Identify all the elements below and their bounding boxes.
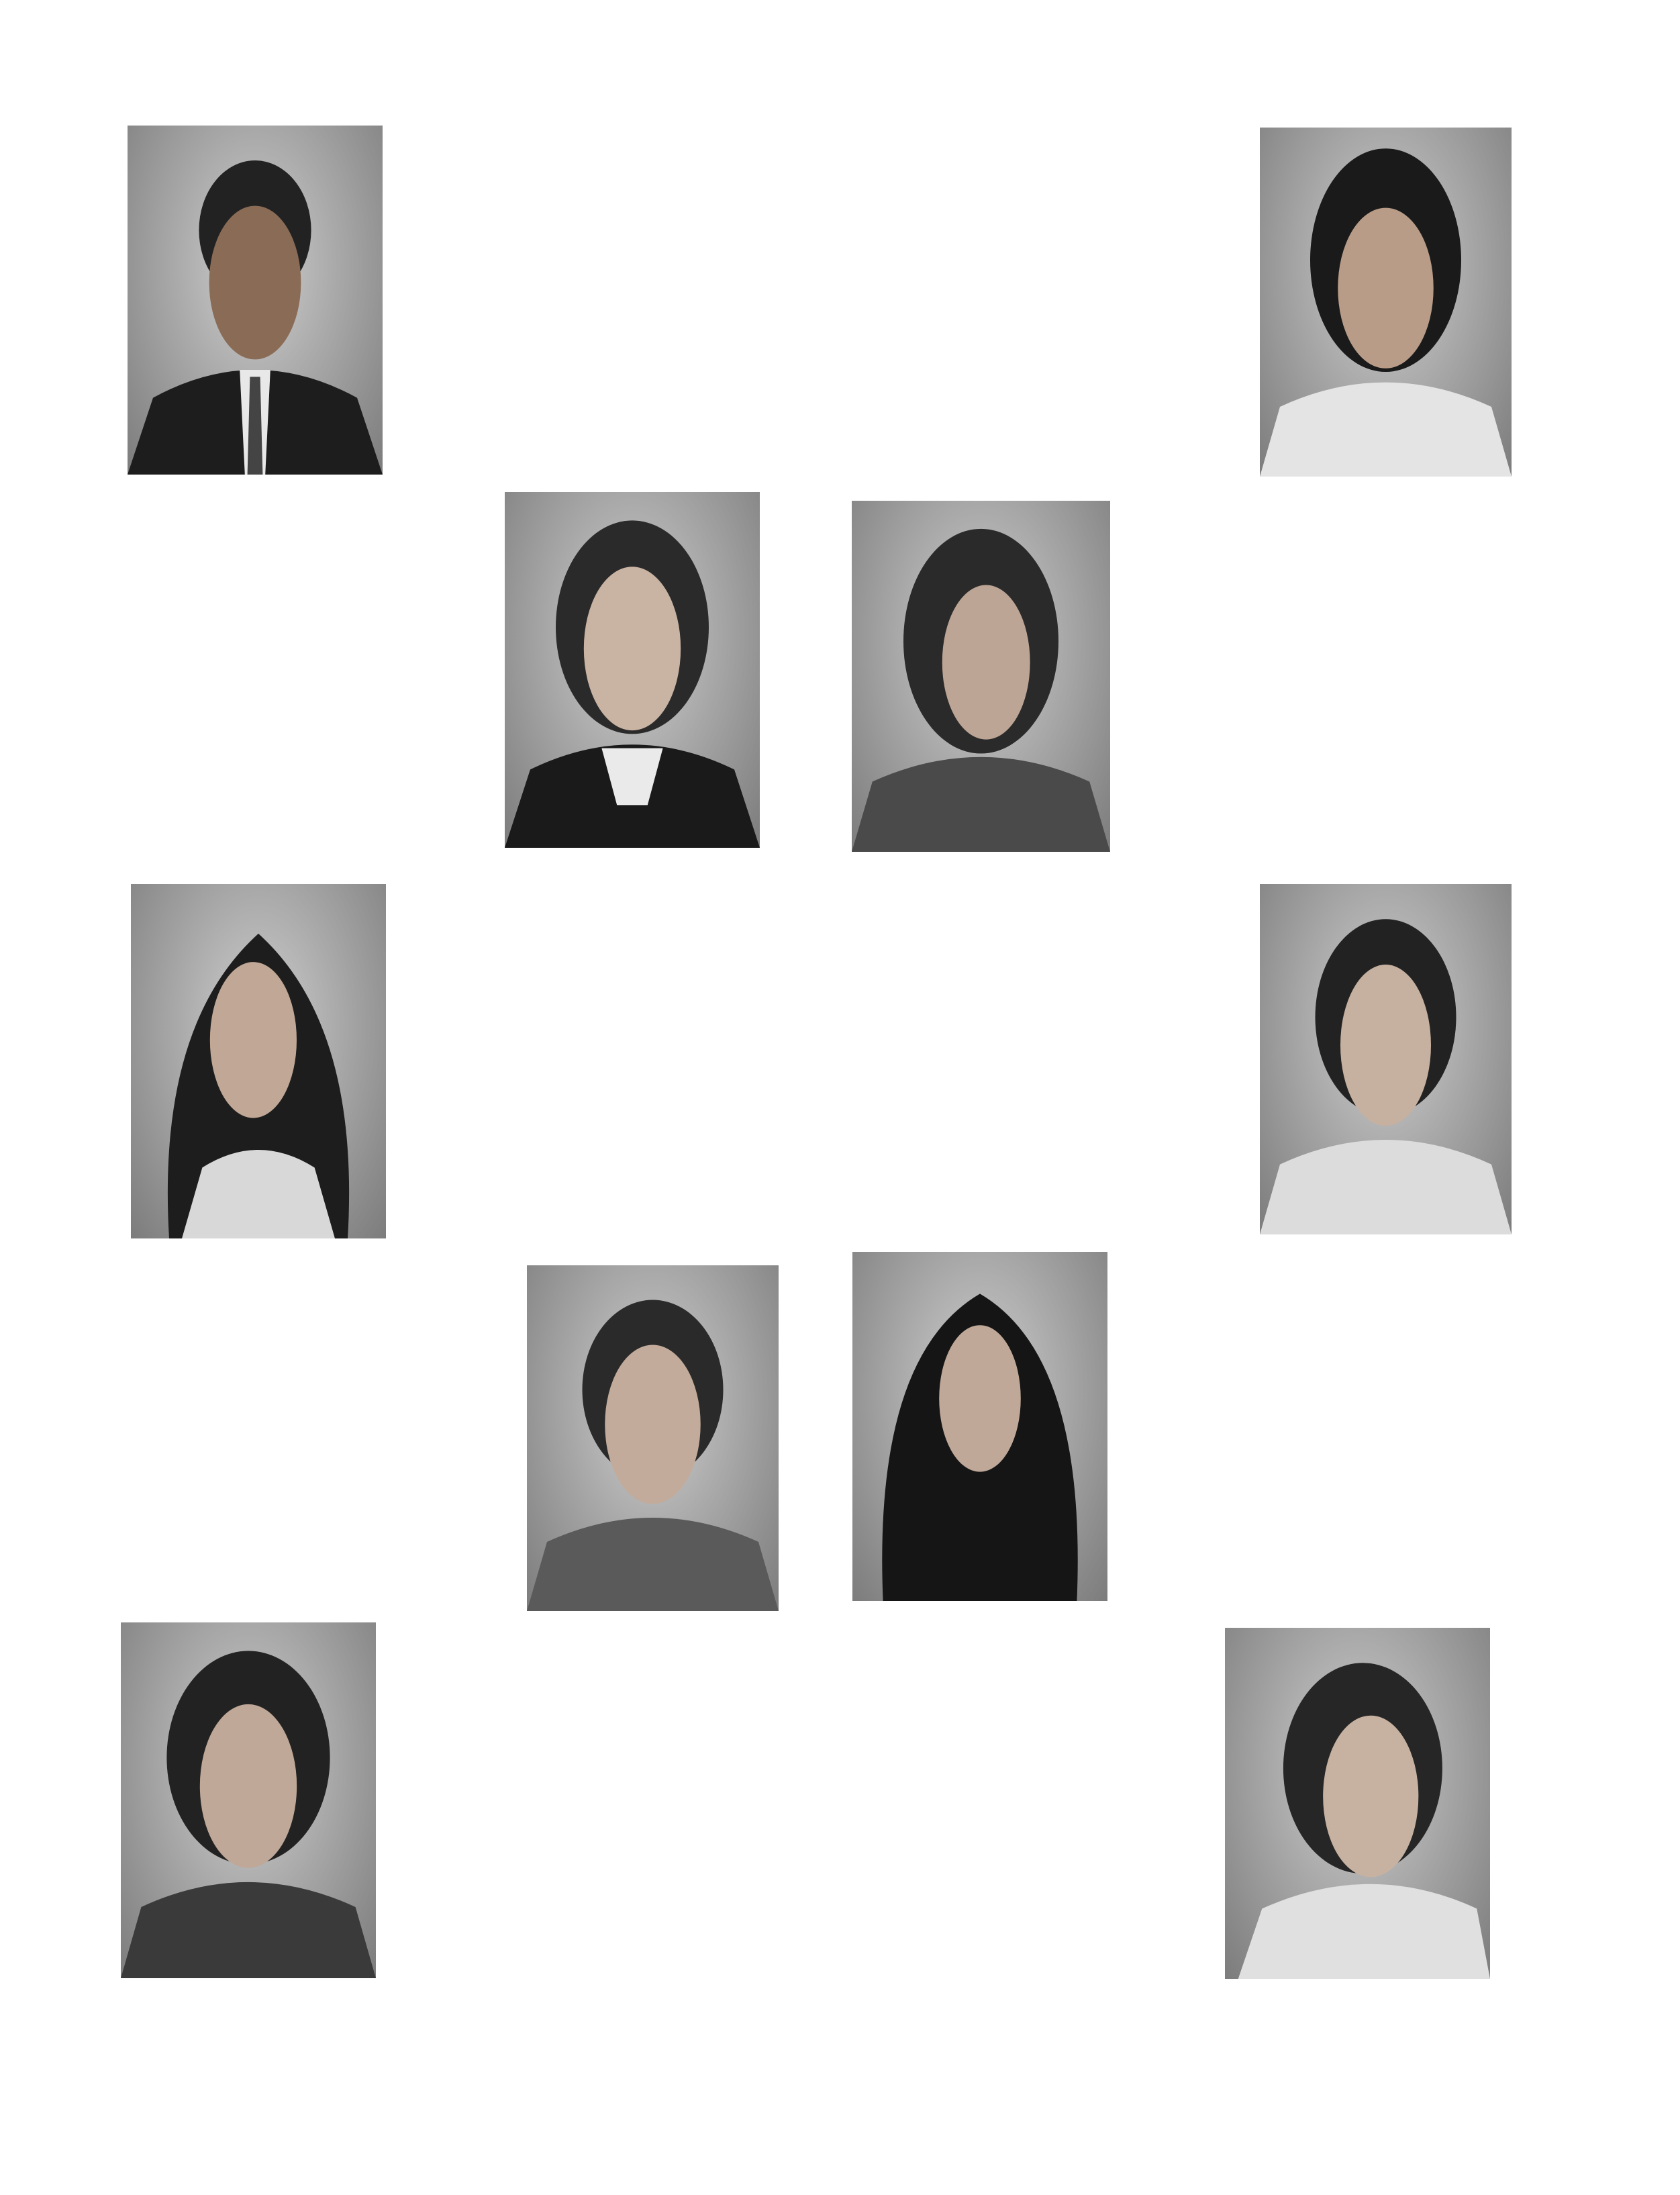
right-flower-border	[1658, 40, 1680, 121]
portrait-nina-dolman	[505, 492, 760, 848]
portrait-heeten-desai	[128, 126, 383, 475]
portrait-david-dubrofsky	[527, 1265, 779, 1611]
portrait-sharon-elman	[1225, 1628, 1490, 1979]
portrait-bram-david-eisenthal	[1260, 128, 1512, 477]
portrait-sharon-ellison	[852, 1252, 1107, 1601]
portrait-ian-ellbogen	[852, 501, 1110, 852]
portrait-steven-eisenberg	[121, 1622, 376, 1978]
left-flower-border	[0, 67, 101, 2047]
portrait-lilly-doron	[131, 884, 386, 1238]
bottom-flower-border	[0, 2024, 1680, 2128]
top-flower-border	[0, 0, 1680, 91]
portrait-donna-elkin	[1260, 884, 1512, 1234]
